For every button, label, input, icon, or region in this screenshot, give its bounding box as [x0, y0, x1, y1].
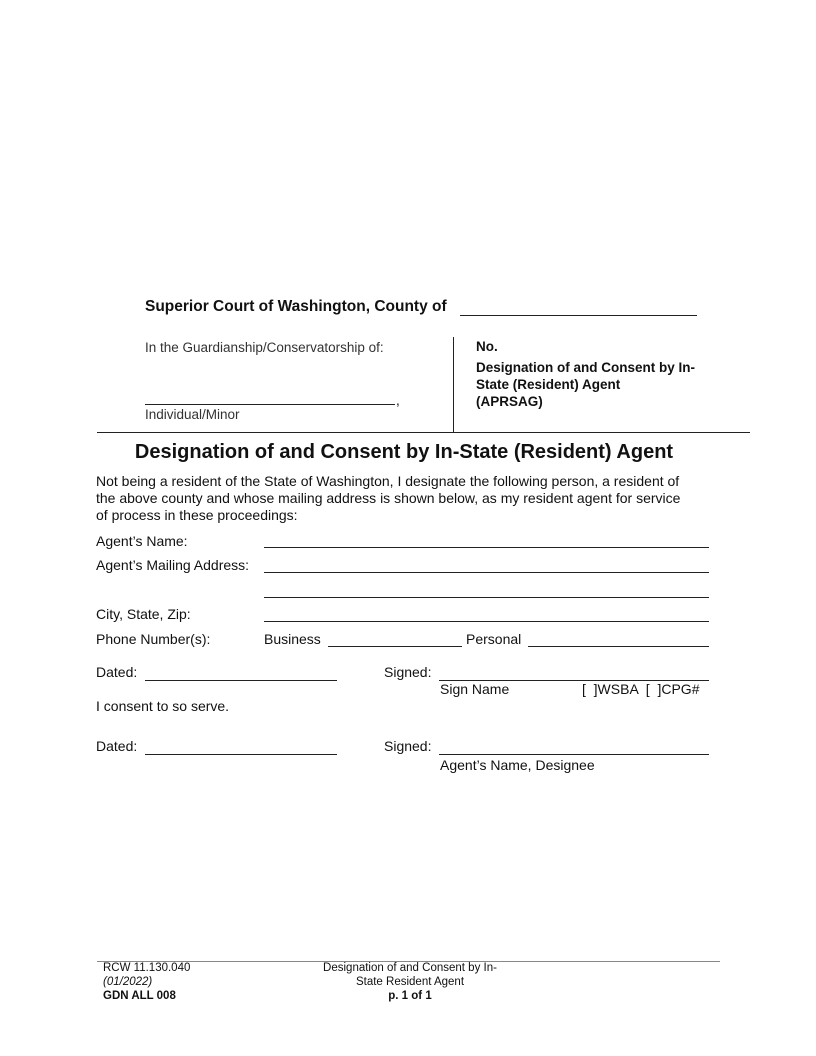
city-state-zip-label: City, State, Zip:: [96, 606, 191, 622]
business-phone-field[interactable]: [328, 646, 462, 647]
dated-field[interactable]: [145, 680, 337, 681]
city-state-zip-field[interactable]: [264, 621, 709, 622]
caption-left: In the Guardianship/Conservatorship of:: [145, 340, 384, 355]
footer-rcw: RCW 11.130.040: [103, 962, 191, 974]
agent-signature-field[interactable]: [439, 754, 709, 755]
dated-label-2: Dated:: [96, 738, 138, 754]
doc-title-line: State (Resident) Agent: [476, 377, 621, 392]
individual-name-field[interactable]: [145, 404, 395, 405]
footer-page-number: p. 1 of 1: [388, 990, 432, 1002]
caption-comma: ,: [396, 393, 400, 408]
caption-sub: Individual/Minor: [145, 407, 240, 422]
personal-label: Personal: [466, 631, 522, 647]
sign-name-caption: Sign Name: [440, 681, 510, 697]
caption-bottom-rule: [97, 432, 750, 433]
intro-line: Not being a resident of the State of Washington, I designate the following person, a resident of: [96, 473, 680, 489]
agent-name-field[interactable]: [264, 547, 709, 548]
footer-form-id: GDN ALL 008: [103, 990, 176, 1002]
mailing-address-field-2[interactable]: [264, 597, 709, 598]
dated-field-2[interactable]: [145, 754, 337, 755]
mailing-address-field[interactable]: [264, 572, 709, 573]
doc-title-line: (APRSAG): [476, 394, 543, 409]
signed-label-2: Signed:: [384, 738, 432, 754]
doc-title-line: Designation of and Consent by In-: [476, 360, 695, 375]
footer-date: (01/2022): [103, 976, 153, 988]
case-number-label: No.: [476, 339, 498, 354]
county-field[interactable]: [460, 315, 697, 316]
document-title: Designation of and Consent by In-State (Resident) Agent: [134, 441, 674, 463]
court-heading: Superior Court of Washington, County of: [145, 298, 447, 315]
signed-label: Signed:: [384, 664, 432, 680]
dated-label: Dated:: [96, 664, 138, 680]
personal-phone-field[interactable]: [528, 646, 709, 647]
footer-title-line: State Resident Agent: [355, 976, 465, 988]
caption-divider: [453, 337, 454, 432]
agent-name-label: Agent’s Name:: [96, 533, 188, 549]
consent-statement: I consent to so serve.: [96, 698, 230, 714]
agent-name-caption: Agent’s Name, Designee: [440, 757, 595, 773]
phone-label: Phone Number(s):: [96, 631, 211, 647]
footer-title-line: Designation of and Consent by In-: [323, 962, 497, 974]
bar-number-caption: [ ]WSBA [ ]CPG#: [582, 681, 700, 697]
intro-line: of process in these proceedings:: [96, 507, 298, 523]
intro-line: the above county and whose mailing address is shown below, as my resident agent for service: [96, 490, 681, 506]
mailing-address-label: Agent’s Mailing Address:: [96, 557, 250, 573]
business-label: Business: [264, 631, 321, 647]
